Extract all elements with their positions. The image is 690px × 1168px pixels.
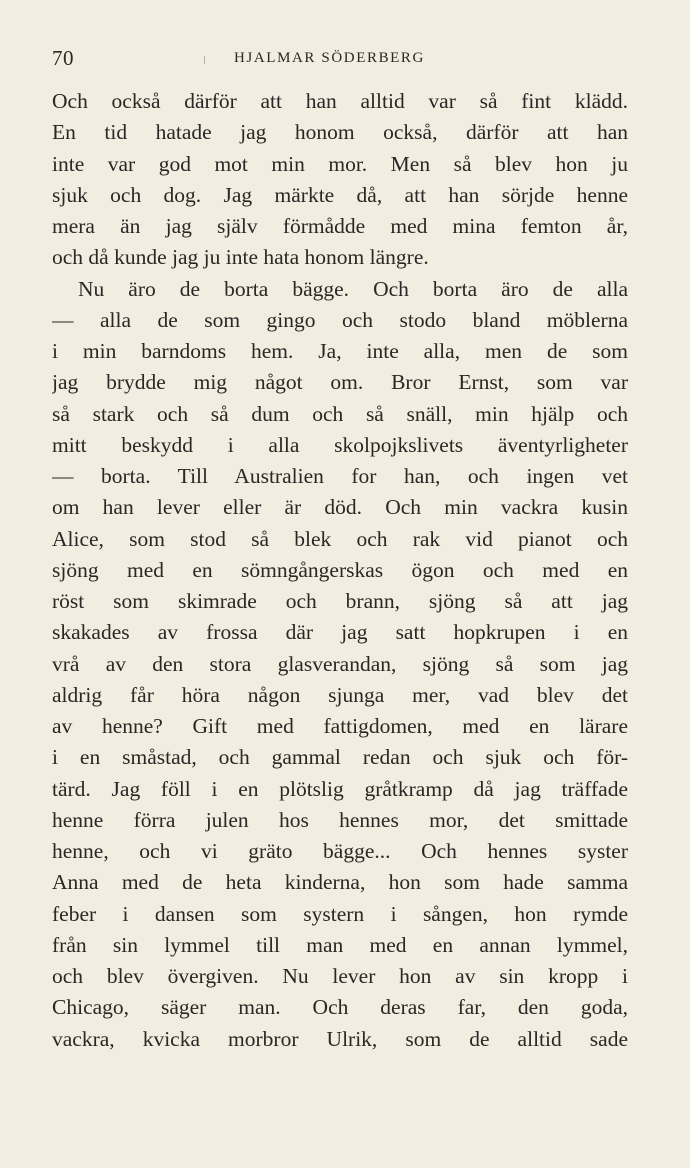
text-line: skakades av frossa där jag satt hopkrupen i en xyxy=(52,620,628,645)
text-line: — borta. Till Australien for han, och ingen vet xyxy=(52,464,628,488)
text-line: och blev övergiven. Nu lever hon av sin kropp i xyxy=(52,964,628,988)
text-line: Och också därför att han alltid var så fint klädd. xyxy=(52,89,628,113)
text-line: så stark och så dum och så snäll, min hjälp och xyxy=(52,401,628,426)
text-line: inte var god mot min mor. Men så blev hon ju xyxy=(52,151,628,176)
text-line: mera än jag själv förmådde med mina femton år, xyxy=(52,214,628,238)
text-line: om han lever eller är död. Och min vackra kusin xyxy=(52,495,628,520)
text-line: tärd. Jag föll i en plötslig gråtkramp då jag träffade xyxy=(52,776,628,801)
text-line: Anna med de heta kinderna, hon som hade samma xyxy=(52,870,628,895)
text-line: — alla de som gingo och stodo bland möblerna xyxy=(52,307,628,332)
text-line: aldrig får höra någon sjunga mer, vad blev det xyxy=(52,682,628,707)
page-number: 70 xyxy=(52,46,74,70)
page-header xyxy=(52,46,640,76)
text-line: sjuk och dog. Jag märkte då, att han sörjde henne xyxy=(52,182,628,207)
text-line: vackra, kvicka morbror Ulrik, som de alltid sade xyxy=(52,1026,628,1051)
text-line: vrå av den stora glasverandan, sjöng så som jag xyxy=(52,651,628,676)
text-line: röst som skimrade och brann, sjöng så att jag xyxy=(52,589,628,613)
text-line: av henne? Gift med fattigdomen, med en lärare xyxy=(52,714,628,738)
text-line: Chicago, säger man. Och deras far, den goda, xyxy=(52,995,628,1020)
printer-mark xyxy=(204,56,205,64)
text-line: Alice, som stod så blek och rak vid pianot och xyxy=(52,526,628,551)
running-head: HJALMAR SÖDERBERG xyxy=(234,50,425,66)
text-line: henne, och vi gräto bägge... Och hennes syster xyxy=(52,839,628,863)
text-line: och då kunde jag ju inte hata honom längre. xyxy=(52,245,429,270)
text-line: mitt beskydd i alla skolpojkslivets äventyrligheter xyxy=(52,432,628,457)
text-line: Nu äro de borta bägge. Och borta äro de alla xyxy=(78,276,628,301)
text-line: i en småstad, och gammal redan och sjuk och för- xyxy=(52,745,628,770)
text-line: i min barndoms hem. Ja, inte alla, men de som xyxy=(52,339,628,363)
text-line: jag brydde mig något om. Bror Ernst, som var xyxy=(52,370,628,395)
text-line: henne förra julen hos hennes mor, det smittade xyxy=(52,807,628,832)
text-line: En tid hatade jag honom också, därför att han xyxy=(52,120,628,145)
text-line: feber i dansen som systern i sången, hon rymde xyxy=(52,901,628,926)
body-text xyxy=(52,86,628,1055)
text-line: från sin lymmel till man med en annan lymmel, xyxy=(52,932,628,957)
text-line: sjöng med en sömngångerskas ögon och med en xyxy=(52,557,628,582)
